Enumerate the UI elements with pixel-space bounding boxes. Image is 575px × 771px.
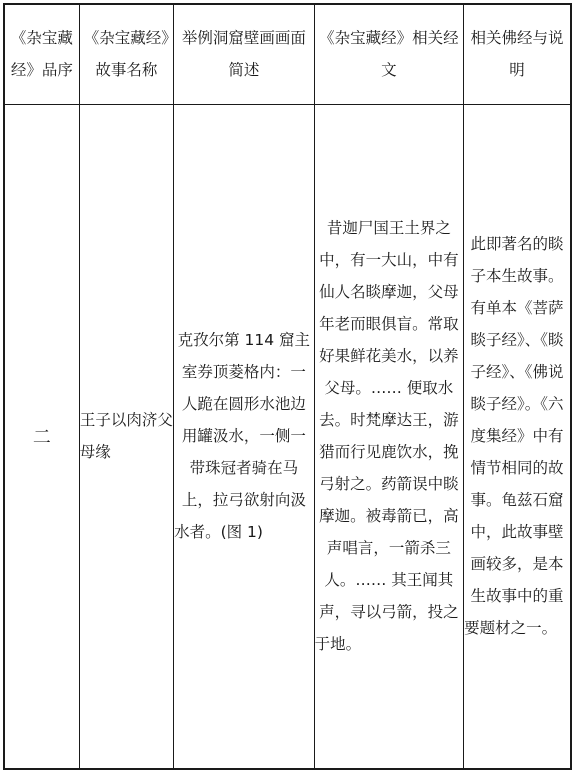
header-story-name: 《杂宝藏经》故事名称 [79,4,173,104]
sutra-mural-table [3,3,572,770]
related-sutras-cell: 此即著名的睒子本生故事。有单本《菩萨睒子经》、《睒子经》、《佛说睒子经》。《六度集经》中有情节相同的故事。龟兹石窟中，此故事壁画较多，是本生故事中的重要题材之一。 [464,104,571,769]
chapter-order-cell: 二 [4,104,79,769]
header-scripture-text: 《杂宝藏经》相关经文 [314,4,464,104]
header-mural-description: 举例洞窟壁画画面简述 [174,4,314,104]
table-header-row [4,4,571,104]
header-related-sutras: 相关佛经与说明 [464,4,571,104]
story-name-cell: 王子以肉济父母缘 [79,104,173,769]
mural-description-cell: 克孜尔第 114 窟主室券顶菱格内：一人跪在圆形水池边用罐汲水，一侧一带珠冠者骑在马上，拉弓欲射向汲水者。(图 1) [174,104,314,769]
scripture-text-cell: 昔迦尸国王土界之中，有一大山，中有仙人名睒摩迦，父母年老而眼俱盲。常取好果鲜花美水，以养父母。…… 便取水去。时梵摩达王，游猎而行见鹿饮水，挽弓射之。药箭误中睒摩迦。被毒箭已，高声唱言，一箭杀三人。…… 其王闻其声，寻以弓箭，投之于地。 [314,104,464,769]
table-row [4,104,571,769]
header-chapter-order: 《杂宝藏经》品序 [4,4,79,104]
